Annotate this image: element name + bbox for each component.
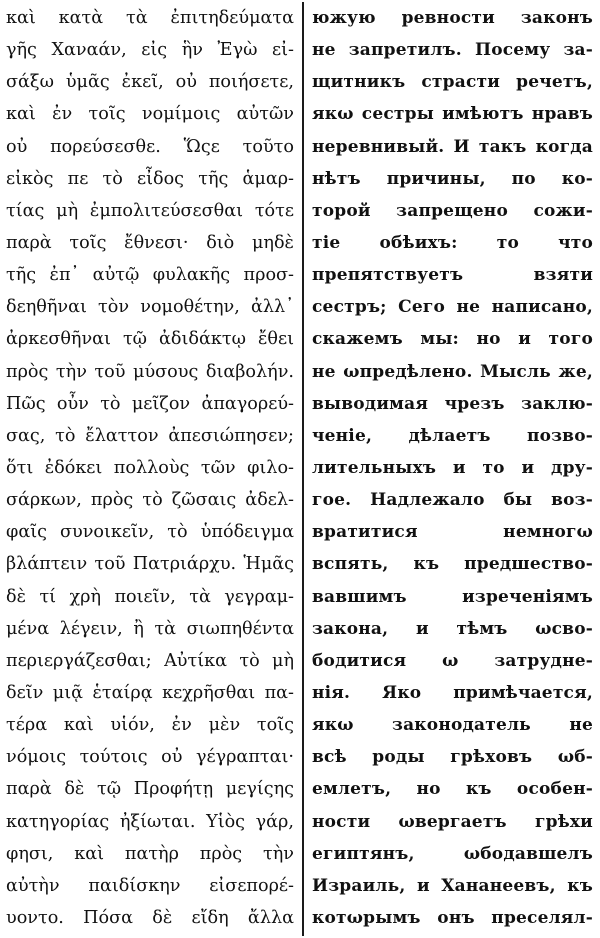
text-line: скажемъ мы: но и того [312,329,593,350]
text-line: οὐ πορεύσεσθε. Ὥςε τοῦτο [6,136,294,157]
text-line: якω сестры имѣютъ нравъ [312,104,593,125]
text-line: παρὰ τοῖς ἔθνεσι· διὸ μηδὲ [6,232,294,253]
text-line: не запретилъ. Посему за- [312,40,593,61]
text-line: δεηθῆναι τὸν νομοθέτην, ἀλλ᾽ [6,297,294,318]
text-line: σάρκων, πρὸς τὸ ζῶσαις ἀδελ- [6,490,294,511]
text-line: ности ωвергаетъ грѣхи [312,811,593,832]
text-line: κατηγορίας ἠξίωται. Υἱὸς γάρ, [6,811,294,832]
text-line: τῆς ἐπ᾽ αὐτῷ φυλακῆς προσ- [6,265,294,286]
text-line: ὅτι ἐδόκει πολλοὺς τῶν φιλο- [6,457,294,478]
text-line: выводимая чрезъ заклю- [312,393,593,414]
text-line: Израиль, и Хананеевъ, къ [312,875,593,896]
text-line: δεῖν μιᾷ ἑταίρᾳ κεχρῆσθαι πα- [6,682,294,703]
text-line: ченіе, дѣлаетъ позво- [312,425,593,446]
text-line: вратитися немногω [312,522,593,543]
text-line: βλάπτειν τοῦ Πατριάρχυ. Ἡμᾶς [6,554,294,575]
text-line: πρὸς τὴν τοῦ μύσους διαβολήν. [6,361,294,382]
text-line: емлетъ, но къ особен- [312,779,593,800]
text-line: καὶ ἐν τοῖς νομίμοις αὐτῶν [6,104,294,125]
text-line: не ωпредѣлено. Мысль же, [312,361,593,382]
text-line: неревнивый. И такъ когда [312,136,593,157]
text-line: тіе обѣихъ: то что [312,232,593,253]
text-line: нѣтъ причины, по ко- [312,168,593,189]
text-line: φησι, καὶ πατὴρ πρὸς τὴν [6,843,294,864]
text-line: αὐτὴν παιδίσκην εἰσεπορέ- [6,875,294,896]
text-line: закона, и тѣмъ ωсво- [312,618,593,639]
text-line: σας, τὸ ἔλαττον ἀπεσιώπησεν; [6,425,294,446]
text-line: εἰκὸς πε τὸ εἶδος τῆς ἁμαρ- [6,168,294,189]
text-line: περιεργάζεσθαι; Αὐτίκα τὸ μὴ [6,650,294,671]
text-line: лительныхъ и то и дру- [312,457,593,478]
text-line: σάξω ὑμᾶς ἐκεῖ, οὐ ποιήσετε, [6,72,294,93]
text-line: τίας μὴ ἐμπολιτεύσεσθαι τότε [6,200,294,221]
text-line: вавшимъ изреченіямъ [312,586,593,607]
text-line: гое. Надлежало бы воз- [312,490,593,511]
text-line: бодитися ω затрудне- [312,650,593,671]
text-line: южую ревности законъ [312,8,593,28]
text-line: щитникъ страсти речетъ, [312,72,593,93]
text-line: γῆς Χαναάν, εἰς ἣν Ἐγὼ εἰ- [6,40,294,61]
text-line: якω законодатель не [312,715,593,736]
text-line: τέρα καὶ υἱόν, ἐν μὲν τοῖς [6,715,294,736]
slavonic-text-column [304,0,597,938]
text-line: ἀρκεσθῆναι τῷ ἀδιδάκτῳ ἔθει [6,329,294,350]
text-line: φαῖς συνοικεῖν, τὸ ὑπόδειγμα [6,522,294,543]
text-line: υοντο. Πόσα δὲ εἴδη ἄλλα [6,907,294,928]
text-line: торой запрещено сожи- [312,200,593,221]
text-line: μένα λέγειν, ἢ τὰ σιωπηθέντα [6,618,294,639]
text-line: всѣ роды грѣховъ ωб- [312,747,593,768]
text-line: вспять, къ предшество- [312,554,593,575]
text-line: καὶ κατὰ τὰ ἐπιτηδεύματα [6,8,294,28]
text-line: παρὰ δὲ τῷ Προφήτῃ μεγίςης [6,779,294,800]
text-line: котωрымъ онъ преселял- [312,907,593,928]
text-line: нія. Яко примѣчается, [312,682,593,703]
text-line: δὲ τί χρὴ ποιεῖν, τὰ γεγραμ- [6,586,294,607]
text-line: νόμοις τούτοις οὐ γέγραπται· [6,747,294,768]
text-line: Πῶς οὖν τὸ μεῖζον ἀπαγορεύ- [6,393,294,414]
text-line: препятствуетъ взяти [312,265,593,286]
text-line: египтянъ, ωбодавшелъ [312,843,593,864]
text-line: сестръ; Сего не написано, [312,297,593,318]
